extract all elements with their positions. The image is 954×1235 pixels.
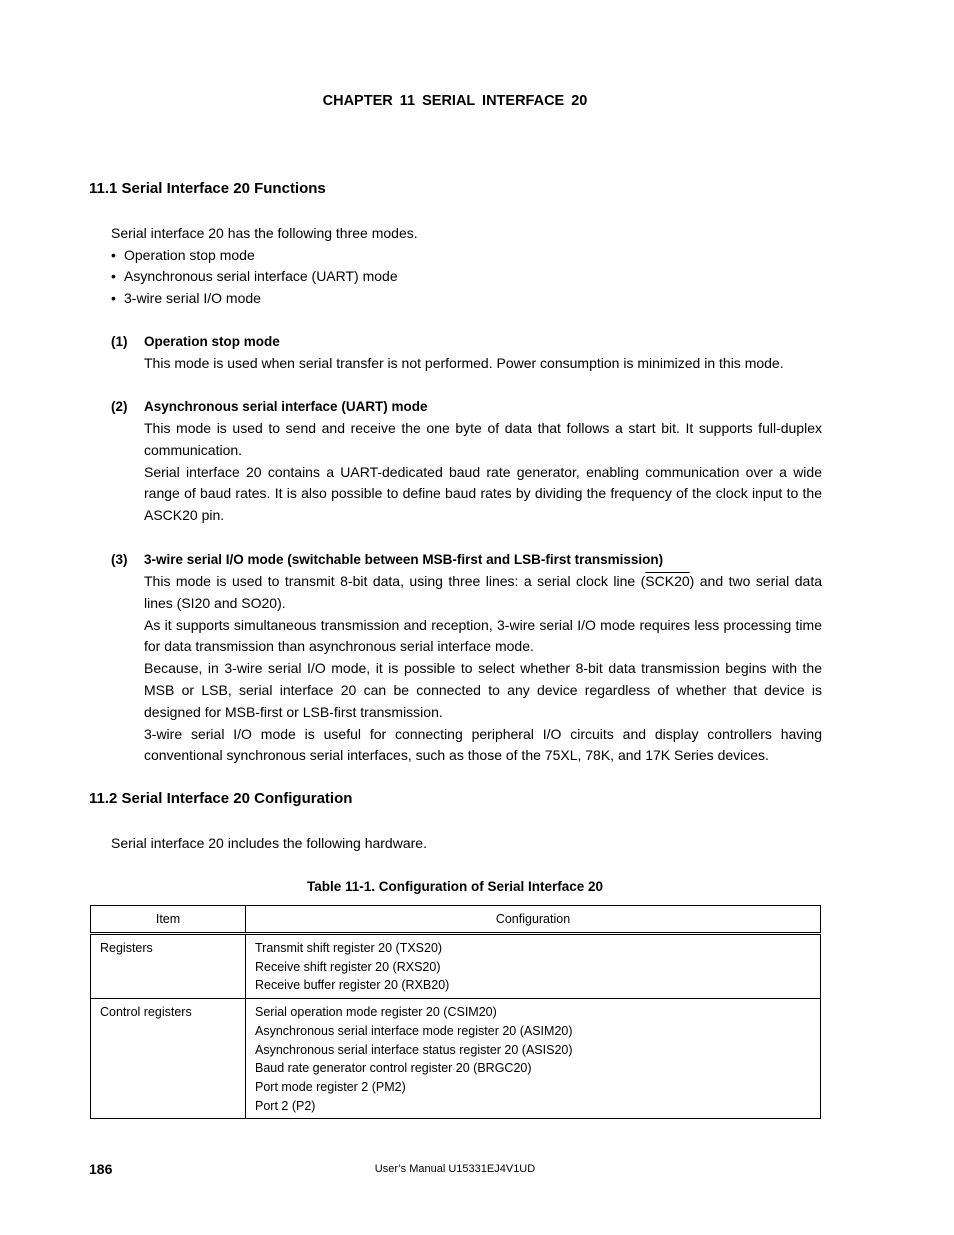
bullet-item [111, 290, 261, 306]
config-entry: Port mode register 2 (PM2) [255, 1079, 406, 1094]
table-cell-configuration [246, 934, 821, 999]
bullet-icon: • [111, 268, 116, 284]
bullet-icon: • [111, 290, 116, 306]
bullet-text: 3-wire serial I/O mode [124, 290, 261, 306]
signal-name-sck20: SCK20 [645, 573, 690, 589]
paragraph: 3-wire serial I/O mode is useful for connecting peripheral I/O circuits and display controllers having conventional synchronous serial interfaces, such as those of the 75XL, 78K, and 17K Series devices. [144, 725, 822, 764]
column-header-configuration: Configuration [246, 906, 821, 934]
bullet-item [111, 268, 398, 284]
config-entry: Receive shift register 20 (RXS20) [255, 959, 441, 974]
table-row [91, 934, 821, 999]
mode-3-number: (3) [111, 552, 128, 567]
paragraph [144, 571, 822, 615]
mode-2-body [144, 418, 822, 527]
config-entry: Baud rate generator control register 20 (BRGC20) [255, 1061, 532, 1076]
table-header-row [91, 906, 821, 934]
table-row [91, 999, 821, 1119]
paragraph: Because, in 3-wire serial I/O mode, it is possible to select whether 8-bit data transmission begins with the MSB or LSB, serial interface 20 can be connected to any device regardless of whether that device is designed for MSB-first or LSB-first transmission. [144, 660, 822, 720]
text-run: This mode is used to transmit 8-bit data, using three lines: a serial clock line ( [144, 573, 646, 589]
config-entry: Serial operation mode register 20 (CSIM20) [255, 1005, 497, 1020]
config-entry: Asynchronous serial interface mode register 20 (ASIM20) [255, 1023, 573, 1038]
column-header-item: Item [91, 906, 246, 934]
mode-3-title: 3-wire serial I/O mode (switchable between MSB-first and LSB-first transmission) [144, 552, 664, 567]
config-entry: Port 2 (P2) [255, 1098, 316, 1113]
section-heading-11-1: 11.1 Serial Interface 20 Functions [89, 180, 326, 197]
text-run: ) and two serial data lines (SI20 and SO20). [144, 573, 822, 611]
mode-3-body [144, 571, 822, 767]
table-caption: Table 11-1. Configuration of Serial Interface 20 [306, 879, 604, 894]
section1-intro: Serial interface 20 has the following three modes. [111, 225, 418, 241]
configuration-table [90, 905, 821, 1119]
config-entry: Receive buffer register 20 (RXB20) [255, 978, 450, 993]
paragraph: This mode is used to send and receive the one byte of data that follows a start bit. It supports full-duplex communication. [144, 420, 822, 458]
mode-1-body [144, 353, 822, 375]
table-cell-configuration [246, 999, 821, 1119]
bullet-icon: • [111, 247, 116, 263]
footer-manual-id: User’s Manual U15331EJ4V1UD [374, 1163, 536, 1175]
table-cell-item: Control registers [91, 999, 246, 1119]
page-number: 186 [89, 1161, 113, 1177]
paragraph: This mode is used when serial transfer is not performed. Power consumption is minimized in this mode. [144, 355, 784, 371]
config-entry: Asynchronous serial interface status register 20 (ASIS20) [255, 1042, 573, 1057]
mode-1-title: Operation stop mode [144, 334, 280, 349]
table-cell-item: Registers [91, 934, 246, 999]
section2-intro: Serial interface 20 includes the following hardware. [111, 835, 427, 851]
mode-2-title: Asynchronous serial interface (UART) mode [144, 399, 428, 414]
paragraph: As it supports simultaneous transmission and reception, 3-wire serial I/O mode requires less processing time for data transmission than asynchronous serial interface mode. [144, 616, 822, 655]
section-heading-11-2: 11.2 Serial Interface 20 Configuration [89, 790, 353, 807]
config-entry: Transmit shift register 20 (TXS20) [255, 941, 443, 955]
mode-1-number: (1) [111, 334, 128, 349]
bullet-text: Operation stop mode [124, 247, 255, 263]
mode-2-number: (2) [111, 399, 128, 414]
paragraph: Serial interface 20 contains a UART-dedicated baud rate generator, enabling communication over a wide range of baud rates. It is also possible to define baud rates by dividing the frequency of the clock input to the ASCK20 pin. [144, 463, 822, 524]
chapter-title: CHAPTER 11 SERIAL INTERFACE 20 [322, 93, 588, 109]
bullet-text: Asynchronous serial interface (UART) mode [124, 268, 398, 284]
bullet-item [111, 247, 255, 263]
